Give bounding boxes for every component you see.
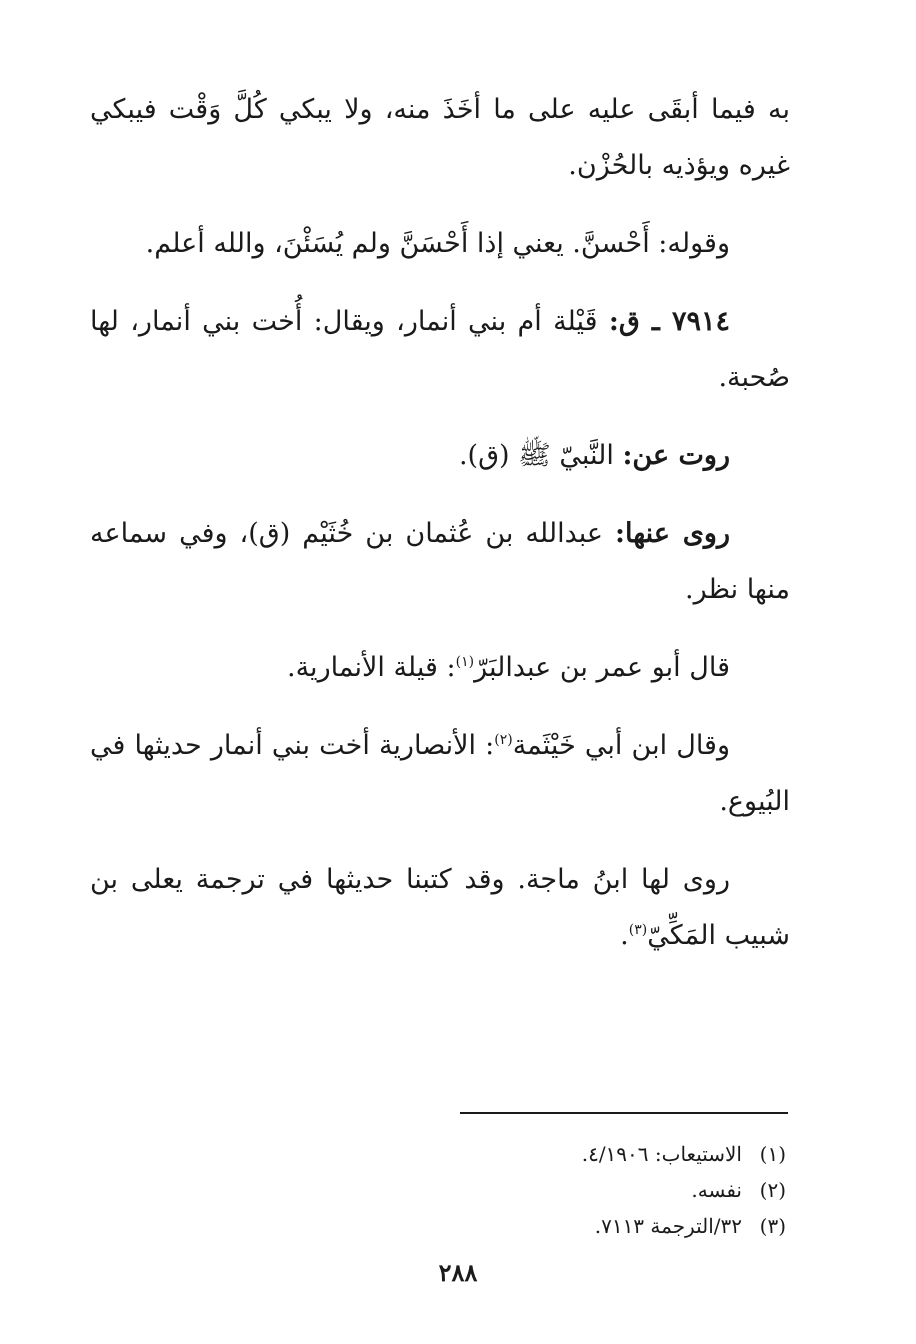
paragraph-8-text-b: . — [620, 920, 629, 951]
paragraph-ibn-majah — [90, 852, 790, 964]
footnote-1 — [186, 1136, 786, 1172]
entry-number: ٧٩١٤ ـ ق: — [608, 306, 730, 337]
narrated-from-label: روت عن: — [622, 440, 730, 471]
footnote-ref-3[interactable]: (٣) — [628, 922, 648, 938]
paragraph-6-text-a: قال أبو عمر بن عبدالبَرّ — [474, 652, 730, 683]
footnotes — [186, 1136, 786, 1244]
footnote-2 — [186, 1172, 786, 1208]
paragraph-2-text: وقوله: أَحْسنَّ. يعني إذا أَحْسَنَّ ولم يُسَئْنَ، والله أعلم. — [145, 228, 730, 259]
footnote-ref-2[interactable]: (٢) — [494, 732, 513, 748]
entry-7914 — [90, 294, 790, 406]
entry-7914-text: قَيْلة أم بني أنمار، ويقال: أُخت بني أنمار، لها صُحبة. — [90, 306, 790, 393]
paragraph-7-text-b: : الأنصارية أخت بني أنمار حديثها في البُيوع. — [90, 730, 790, 817]
paragraph-1-text: به فيما أبقَى عليه على ما أخَذَ منه، ولا يبكي كُلَّ وَقْت فيبكي غيره ويؤذيه بالحُزْن. — [90, 94, 790, 181]
narrated-from-text: النَّبيّ ﷺ (ق). — [458, 440, 623, 471]
narrated-by-label: روى عنها: — [615, 518, 730, 549]
footnote-ref-1[interactable]: (١) — [455, 654, 475, 670]
paragraph-2 — [90, 216, 790, 272]
narrated-from — [90, 428, 790, 484]
footnote-1-text: الاستيعاب: ٤/١٩٠٦. — [581, 1142, 742, 1166]
footnote-2-text: نفسه. — [691, 1178, 742, 1202]
footnote-3 — [186, 1208, 786, 1244]
paragraph-8-text-a: روى لها ابنُ ماجة. وقد كتبنا حديثها في ترجمة يعلى بن شبيب المَكِّيّ — [90, 864, 790, 951]
footnote-2-number: (٢) — [759, 1178, 786, 1202]
page-number: ٢٨٨ — [438, 1258, 478, 1287]
paragraph-6-text-b: : قيلة الأنمارية. — [287, 652, 456, 683]
paragraph-7-text-a: وقال ابن أبي خَيْثَمة — [512, 730, 730, 761]
paragraph-ibn-abi-khaythama — [90, 718, 790, 830]
paragraph-ibn-abdulbarr — [90, 640, 790, 696]
footnote-3-number: (٣) — [759, 1214, 786, 1238]
footnote-1-number: (١) — [759, 1142, 786, 1166]
narrated-by-text: عبدالله بن عُثمان بن خُثَيْم (ق)، وفي سماعه منها نظر. — [90, 518, 790, 605]
footnote-divider — [460, 1112, 788, 1114]
paragraph-1 — [90, 82, 790, 194]
narrated-by — [90, 506, 790, 618]
main-text — [90, 82, 790, 986]
footnote-3-text: ٣٢/الترجمة ٧١١٣. — [594, 1214, 742, 1238]
